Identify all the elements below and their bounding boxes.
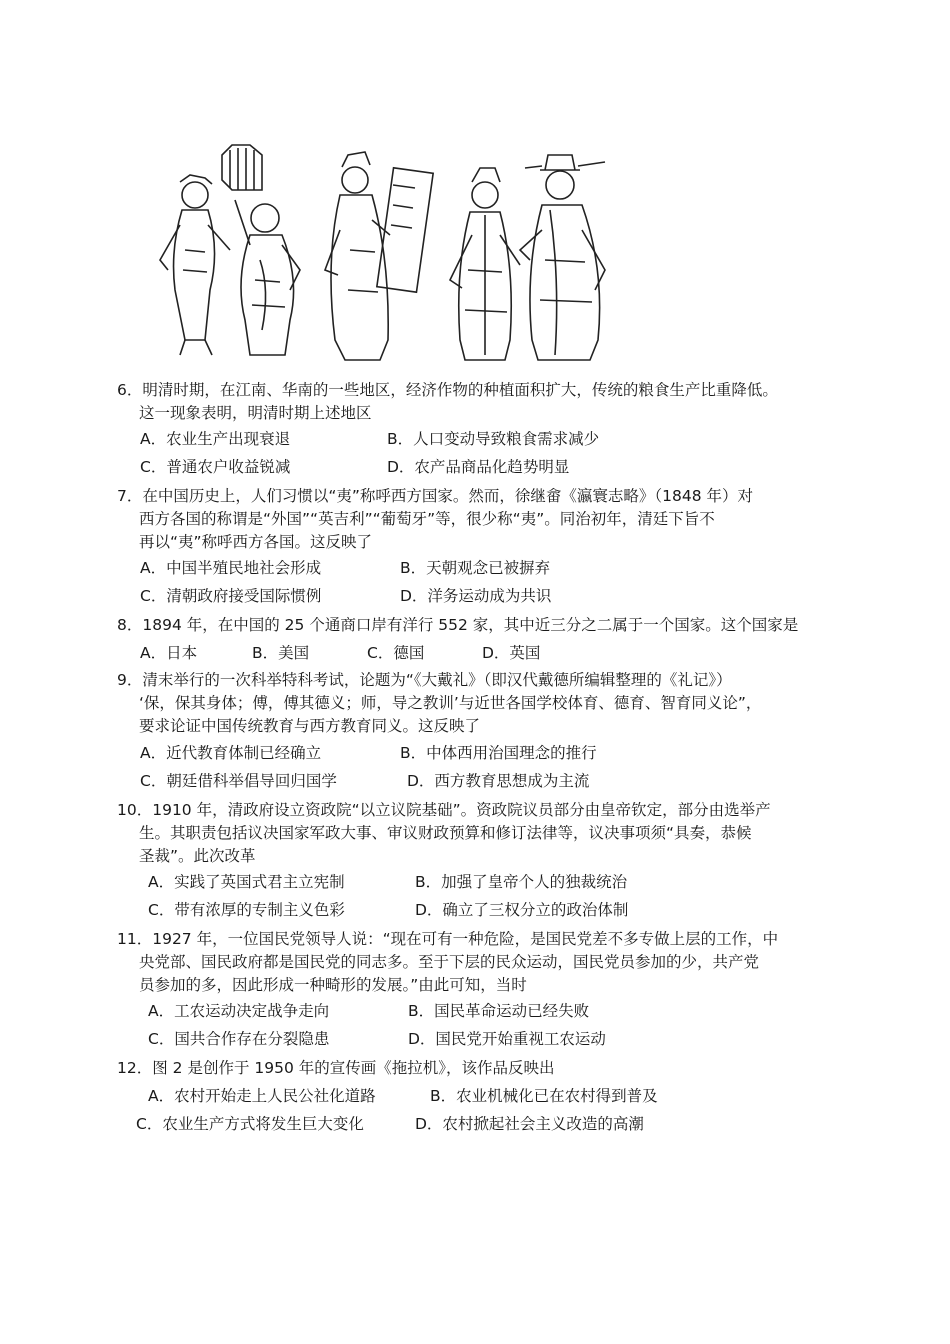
figure-2 [235,200,300,355]
question-6-option-c[interactable]: C．普通农户收益锐减 [140,458,291,476]
question-10 [117,799,847,868]
question-7-stem-line-1: 7．在中国历史上，人们习惯以“夷”称呼西方国家。然而，徐继畲《瀛寰志略》（1848 年）对 [117,487,754,505]
question-10-option-a[interactable]: A．实践了英国式君主立宪制 [148,873,345,891]
question-12-option-c[interactable]: C．农业生产方式将发生巨大变化 [136,1115,364,1133]
question-12-stem-line-1: 12．图 2 是创作于 1950 年的宣传画《拖拉机》，该作品反映出 [117,1059,555,1077]
question-11-option-c[interactable]: C．国共合作存在分裂隐患 [148,1030,330,1048]
question-12 [117,1057,847,1080]
question-12-option-d[interactable]: D．农村掀起社会主义改造的高潮 [415,1115,644,1133]
question-9-option-a[interactable]: A．近代教育体制已经确立 [140,744,322,762]
question-12-option-b[interactable]: B．农业机械化已在农村得到普及 [430,1087,658,1105]
question-11-option-b[interactable]: B．国民革命运动已经失败 [408,1002,590,1020]
question-11-option-a[interactable]: A．工农运动决定战争走向 [148,1002,330,1020]
question-7-stem-line-2: 西方各国的称谓是“外国”“英吉利”“葡萄牙”等，很少称“夷”。同治初年，清廷下旨不 [139,510,715,528]
question-8 [117,614,847,637]
question-7 [117,485,847,554]
question-6-stem-line-2: 这一现象表明，明清时期上述地区 [139,404,372,422]
question-10-option-d[interactable]: D．确立了三权分立的政治体制 [415,901,629,919]
question-8-option-d[interactable]: D．英国 [482,644,541,662]
question-9 [117,669,847,738]
question-7-option-b[interactable]: B．天朝观念已被摒弃 [400,559,551,577]
question-9-option-b[interactable]: B．中体西用治国理念的推行 [400,744,597,762]
bird-cage [222,145,262,190]
question-10-stem-line-1: 10．1910 年，清政府设立资政院“以立议院基础”。资政院议员部分由皇帝钦定，部分由选举产 [117,801,771,819]
question-8-option-b[interactable]: B．美国 [252,644,310,662]
question-7-option-d[interactable]: D．洋务运动成为共识 [400,587,552,605]
question-8-option-a[interactable]: A．日本 [140,644,198,662]
question-8-option-c[interactable]: C．德国 [367,644,425,662]
question-8-stem-line-1: 8．1894 年，在中国的 25 个通商口岸有洋行 552 家，其中近三分之二属于一个国家。这个国家是 [117,616,799,634]
question-7-option-c[interactable]: C．清朝政府接受国际惯例 [140,587,322,605]
question-6-option-d[interactable]: D．农产品商品化趋势明显 [387,458,570,476]
question-10-option-c[interactable]: C．带有浓厚的专制主义色彩 [148,901,345,919]
question-9-option-d[interactable]: D．西方教育思想成为主流 [407,772,590,790]
question-10-stem-line-3: 圣裁”。此次改革 [139,847,256,865]
question-6-option-b[interactable]: B．人口变动导致粮食需求减少 [387,430,600,448]
question-9-stem-line-3: 要求论证中国传统教育与西方教育同义。这反映了 [139,717,481,735]
question-11 [117,928,847,997]
question-12-option-a[interactable]: A．农村开始走上人民公社化道路 [148,1087,376,1105]
figure-1 [160,175,230,355]
question-7-stem-line-3: 再以“夷”称呼西方各国。这反映了 [139,533,373,551]
question-6-option-a[interactable]: A．农业生产出现衰退 [140,430,291,448]
question-9-stem-line-1: 9．清末举行的一次科举特科考试，论题为“《大戴礼》（即汉代戴德所编辑整理的《礼记》） [117,671,732,689]
question-10-stem-line-2: 生。其职责包括议决国家军政大事、审议财政预算和修订法律等，议决事项须“具奏，恭候 [139,824,752,842]
figure-5 [520,155,605,360]
question-11-stem-line-3: 员参加的多，因此形成一种畸形的发展。”由此可知，当时 [139,976,527,994]
figure-3 [325,152,433,360]
question-11-stem-line-2: 央党部、国民政府都是国民党的同志多。至于下层的民众运动，国民党员参加的少，共产党 [139,953,760,971]
question-6-stem-line-1: 6．明清时期，在江南、华南的一些地区，经济作物的种植面积扩大，传统的粮食生产比重降低。 [117,381,778,399]
figures-illustration [150,140,620,365]
question-11-option-d[interactable]: D．国民党开始重视工农运动 [408,1030,606,1048]
question-9-stem-line-2: ‘保，保其身体；傅，傅其德义；师，导之教训’与近世各国学校体育、德育、智育同义论”， [139,694,762,712]
question-9-option-c[interactable]: C．朝廷借科举倡导回归国学 [140,772,337,790]
question-11-stem-line-1: 11．1927 年，一位国民党领导人说：“现在可有一种危险，是国民党差不多专做上层的工作，中 [117,930,779,948]
question-6 [117,379,847,425]
question-10-option-b[interactable]: B．加强了皇帝个人的独裁统治 [415,873,628,891]
figure-4 [450,168,520,360]
question-7-option-a[interactable]: A．中国半殖民地社会形成 [140,559,322,577]
